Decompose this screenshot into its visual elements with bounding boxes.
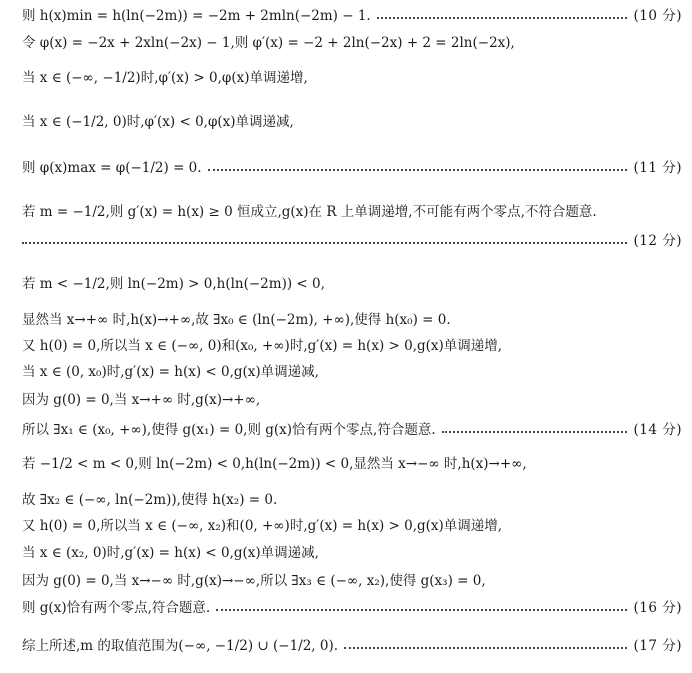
line-text: 则 φ(x)max = φ(−1/2) = 0.: [22, 160, 202, 176]
dot-leader: [442, 431, 628, 433]
score-label: (11 分): [633, 160, 682, 176]
solution-line: [22, 640, 682, 654]
line-text: 又 h(0) = 0,所以当 x ∈ (−∞, 0)和(x₀, +∞)时,g′(x) = h(x) > 0,g(x)单调递增,: [22, 338, 503, 354]
line-text: 所以 ∃x₁ ∈ (x₀, +∞),使得 g(x₁) = 0,则 g(x)恰有两个零点,符合题意.: [22, 422, 436, 438]
solution-line: [22, 340, 682, 354]
dot-leader: [208, 169, 628, 171]
solution-line: [22, 235, 682, 249]
solution-line: [22, 366, 682, 380]
solution-line: [22, 278, 682, 292]
line-text: 则 g(x)恰有两个零点,符合题意.: [22, 600, 211, 616]
solution-line: [22, 602, 682, 616]
solution-line: [22, 458, 682, 472]
line-text: 当 x ∈ (−1/2, 0)时,φ′(x) < 0,φ(x)单调递减,: [22, 114, 294, 130]
score-label: (16 分): [633, 600, 682, 616]
solution-line: [22, 10, 682, 24]
solution-line: [22, 37, 682, 51]
score-label: (10 分): [633, 8, 682, 24]
line-text: 若 −1/2 < m < 0,则 ln(−2m) < 0,h(ln(−2m)) < 0,显然当 x→−∞ 时,h(x)→+∞,: [22, 456, 527, 472]
line-text: 当 x ∈ (x₂, 0)时,g′(x) = h(x) < 0,g(x)单调递减,: [22, 545, 319, 561]
solution-line: [22, 520, 682, 534]
line-text: 因为 g(0) = 0,当 x→−∞ 时,g(x)→−∞,所以 ∃x₃ ∈ (−∞, x₂),使得 g(x₃) = 0,: [22, 573, 486, 589]
solution-line: [22, 575, 682, 589]
dot-leader: [216, 609, 627, 611]
solution-line: [22, 72, 682, 86]
dot-leader: [377, 17, 628, 19]
line-text: 故 ∃x₂ ∈ (−∞, ln(−2m)),使得 h(x₂) = 0.: [22, 492, 278, 508]
solution-line: [22, 314, 682, 328]
line-text: 显然当 x→+∞ 时,h(x)→+∞,故 ∃x₀ ∈ (ln(−2m), +∞),使得 h(x₀) = 0.: [22, 312, 451, 328]
solution-line: [22, 547, 682, 561]
line-text: 若 m < −1/2,则 ln(−2m) > 0,h(ln(−2m)) < 0,: [22, 276, 325, 292]
dot-leader: [22, 242, 627, 244]
line-text: 若 m = −1/2,则 g′(x) = h(x) ≥ 0 恒成立,g(x)在 R 上单调递增,不可能有两个零点,不符合题意.: [22, 204, 597, 220]
line-text: 当 x ∈ (−∞, −1/2)时,φ′(x) > 0,φ(x)单调递增,: [22, 70, 308, 86]
solution-line: [22, 494, 682, 508]
line-text: 当 x ∈ (0, x₀)时,g′(x) = h(x) < 0,g(x)单调递减,: [22, 364, 319, 380]
score-label: (14 分): [633, 422, 682, 438]
solution-line: [22, 162, 682, 176]
solution-line: [22, 424, 682, 438]
score-label: (17 分): [633, 638, 682, 654]
line-text: 则 h(x)min = h(ln(−2m)) = −2m + 2mln(−2m) − 1.: [22, 8, 371, 24]
line-text: 又 h(0) = 0,所以当 x ∈ (−∞, x₂)和(0, +∞)时,g′(x) = h(x) > 0,g(x)单调递增,: [22, 518, 503, 534]
line-text: 综上所述,m 的取值范围为(−∞, −1/2) ∪ (−1/2, 0).: [22, 638, 339, 654]
score-label: (12 分): [633, 233, 682, 249]
solution-line: [22, 206, 682, 220]
line-text: 令 φ(x) = −2x + 2xln(−2x) − 1,则 φ′(x) = −2 + 2ln(−2x) + 2 = 2ln(−2x),: [22, 35, 515, 51]
line-text: 因为 g(0) = 0,当 x→+∞ 时,g(x)→+∞,: [22, 392, 261, 408]
solution-line: [22, 394, 682, 408]
dot-leader: [344, 647, 627, 649]
solution-line: [22, 116, 682, 130]
